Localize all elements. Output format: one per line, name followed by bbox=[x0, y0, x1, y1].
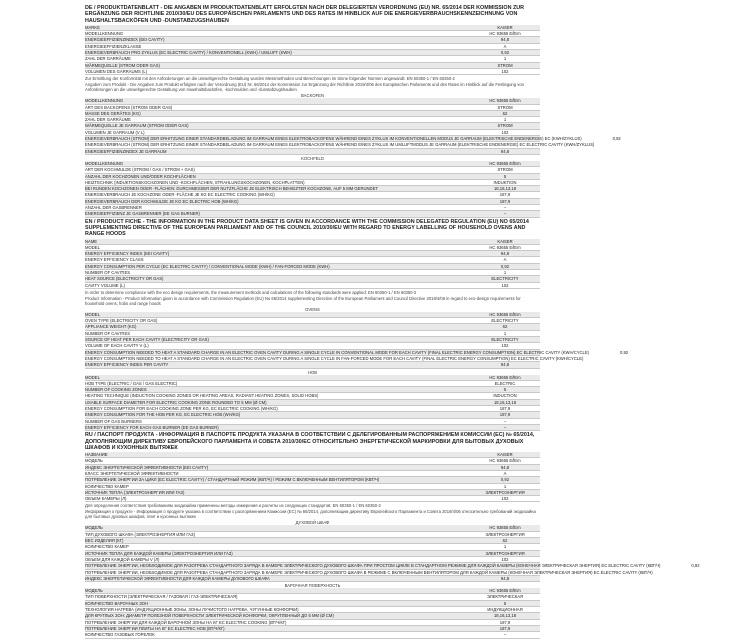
row-value: STROM bbox=[497, 62, 513, 68]
row-label: MODEL bbox=[85, 374, 100, 380]
row-label: NUMBER OF COOKING ZONES bbox=[85, 387, 147, 393]
row-label: ANZAHL DER GASBRENNER bbox=[85, 205, 142, 211]
row-label: ENERGY CONSUMPTION NEEDED TO HEAT A STANDARD CHARGE IN AN ELECTRIC OVEN CAVITY DURING A SINGLE CYCLE IN FAN-FORCED MODE FOR EACH CAVITY (FINAL ELECTRIC ENERGY CONSUMPTION) EC ELECTRIC CAVITY (KWH/CYCLE) bbox=[85, 355, 584, 361]
row-value bbox=[653, 570, 723, 575]
row-label: NAME bbox=[85, 238, 98, 244]
row-value: STROM bbox=[497, 104, 513, 110]
row-label: HEATING TECHNIQUE (INDUCTION COOKING ZONES OR HEATING AREAS, RADIANT HEATING ZONES, SOLID HOBS) bbox=[85, 393, 319, 399]
group-subtitle: ВАРОЧНАЯ ПОВЕРХНОСТЬ bbox=[284, 583, 341, 589]
row-label: ENERGIEEFFIZIENZINDEX (EEI CAVITY) bbox=[85, 37, 165, 43]
row-value: – bbox=[503, 418, 507, 424]
row-label: ANZAHL DER KOCHZONEN UND/ODER KOCHFLÄCHEN bbox=[85, 173, 196, 179]
row-label: ТИП ПОВЕРХНОСТИ (ЭЛЕКТРИЧЕСКАЯ / ГАЗОВАЯ / ГАЗ-ЭЛЕКТРИЧЕСКАЯ) bbox=[85, 594, 238, 600]
table-row bbox=[85, 211, 540, 217]
row-value: 0,92 bbox=[612, 136, 621, 142]
row-value: ELECTRICITY bbox=[491, 318, 519, 324]
table-row bbox=[85, 149, 540, 155]
row-value: 0,92 bbox=[691, 563, 700, 569]
row-label: ENERGY CONSUMPTION PER CYCLE (EC ELECTRIC CAVITY) / CONVENTIONAL MODE (KWH) / FAN-FORCED MODE (KWH) bbox=[85, 263, 330, 269]
row-label: APPLIANCE WEIGHT (KG) bbox=[85, 324, 137, 330]
fiche-section bbox=[85, 219, 540, 306]
row-value: 102 bbox=[501, 129, 509, 135]
row-value: 18,16,13,18 bbox=[493, 613, 517, 619]
section-heading: DE / PRODUKTDATENBLATT - DIE ANGABEN IM PRODUKTDATENBLATT ERFOLGTEN NACH DER DELEGIERTEN VERORDNUNG (EU) NR. 65/2014 DER KOMMISSION ZUR ERGÄNZUNG DER RICHTLINIE 2010/30/EU DES EUROPÄISCHEN PARLAMENTS UND DES RATES IM HINBLICK AUF DIE ENERGIEVERBRAUCHSKENNZEICHNUNG VON HAUSHALTSBACKÖFEN UND -DUNSTABZUGSHAUBEN bbox=[85, 5, 525, 24]
row-label: MODELLKENNUNG bbox=[85, 160, 124, 166]
row-label: ТЕХНОЛОГИЯ НАГРЕВА (ИНДУКЦИОННЫЕ ЗОНЫ, ЗОНЫ ЛУЧИСТОГО НАГРЕВА, ЧУГУННЫЕ КОНФОРКИ) bbox=[85, 607, 299, 613]
row-value: INDUCTION bbox=[493, 393, 517, 399]
row-label: ИСТОЧНИК ТЕПЛА ДЛЯ КАЖДОЙ КАМЕРЫ (ЭЛЕКТРОЭНЕРГИЯ ИЛИ ГАЗ) bbox=[85, 550, 233, 556]
row-label: ENERGIEVERBRAUCH PRO ZYKLUS (EC ELECTRIC CAVITY) / KONVENTIONELL (KWH) / UMLUFT (KWH) bbox=[85, 50, 292, 56]
table-row bbox=[85, 362, 540, 368]
row-value: ЭЛЕКТРОЭНЕРГИЯ bbox=[485, 550, 525, 556]
row-value: HC 93655 E/lEm bbox=[489, 588, 521, 594]
row-value: 94,8 bbox=[500, 464, 510, 470]
row-value: 1 bbox=[503, 117, 507, 123]
group-subtitle: BACKOFEN bbox=[300, 93, 325, 99]
row-label: ИНДЕКС ЭНЕРГЕТИЧЕСКОЙ ЭФФЕКТИВНОСТИ ДЛЯ КАЖДОЙ КАМЕРЫ ДУХОВОГО ШКАФА bbox=[85, 575, 270, 581]
row-label: КОЛИЧЕСТВО КАМЕР bbox=[85, 544, 129, 550]
row-label: МОДЕЛЬ bbox=[85, 458, 103, 464]
row-value: 102 bbox=[501, 68, 509, 74]
row-label: SOURCE OF HEAT PER EACH CAVITY (ELECTRICITY OR GAS) bbox=[85, 337, 209, 343]
row-label: HEIZTECHNIK (INDUKTIONSKOCHZONEN UND -KOCHFLÄCHEN, STRAHLUNGSKOCHZONEN, KOCHPLATTEN) bbox=[85, 179, 305, 185]
row-value: 187,9 bbox=[499, 625, 511, 631]
table-row bbox=[85, 425, 540, 431]
row-label: ДЛЯ КРУГЛЫХ ЗОН: ДИАМЕТР ПОЛЕЗНОЙ ПОВЕРХНОСТИ ЭЛЕКТРИЧЕСКОЙ КОНФОРКИ, ОКРУГЛЕННЫЙ ДО 5 ММ (Ø СМ) bbox=[85, 613, 334, 619]
row-value: ЭЛЕКТРОЭНЕРГИЯ bbox=[485, 531, 525, 537]
row-label: ВЕС ИЗДЕЛИЯ (КГ) bbox=[85, 538, 124, 544]
row-label: ENERGIEVERBRAUCH (STROM) DER ERHITZUNG EINER STANDARDBELADUNG IM GARRAUM EINES ELEKTROBACKOFENS WÄHREND EINES ZYKLUS IM KONVENTIONELLEN MODUS JE GARRAUM (ELEKTRISCHE ENDENERGIE) EC (KWH/ZYKLUS) bbox=[85, 136, 582, 142]
fiche-section bbox=[85, 520, 700, 638]
row-value: 5 bbox=[503, 173, 507, 179]
row-value: HC 93655 E/lEm bbox=[489, 311, 521, 317]
fiche-section bbox=[85, 306, 629, 431]
row-value: 187,9 bbox=[499, 619, 511, 625]
row-value: – bbox=[503, 632, 507, 638]
fiche-section bbox=[85, 432, 540, 519]
row-value: 0,92 bbox=[500, 477, 510, 483]
row-value: HC 93655 E/lEm bbox=[489, 458, 521, 464]
section-note: Для определения соответствия требованиям экодизайна применены методы измерения и расчеты из следующих стандартов: EN 60350-1 / EN 60350-2 bbox=[85, 503, 381, 509]
row-value: INDUKTION bbox=[493, 179, 517, 185]
row-label: МОДЕЛЬ bbox=[85, 525, 103, 531]
group-subtitle: KOCHFELD bbox=[301, 155, 324, 161]
row-value: 5 bbox=[503, 600, 507, 606]
row-label: WÄRMEQUELLE JE GARRAUM (STROM ODER GAS) bbox=[85, 123, 189, 129]
row-value: 187,9 bbox=[499, 198, 511, 204]
row-value: 102 bbox=[501, 343, 509, 349]
row-label: MODELLKENNUNG bbox=[85, 31, 124, 37]
row-value: 0,92 bbox=[500, 50, 510, 56]
row-label: MODELLKENNUNG bbox=[85, 98, 124, 104]
row-value: – bbox=[503, 211, 507, 217]
row-value: HC 93655 E/lEm bbox=[489, 98, 521, 104]
row-label: ENERGIEEFFIZIENZ JE GASBRENNER (EE GAS BURNER) bbox=[85, 211, 200, 217]
row-label: ENERGY CONSUMPTION NEEDED TO HEAT A STANDARD CHARGE IN AN ELECTRIC OVEN CAVITY DURING A SINGLE CYCLE IN CONVENTIONAL MODE FOR EACH CAVITY (FINAL ELECTRIC ENERGY CONSUMPTION) EC ELECTRIC CAVITY (KWH/CYCLE) bbox=[85, 349, 590, 355]
row-label: NUMBER OF CAVITIES bbox=[85, 330, 131, 336]
row-label: ТИП ДУХОВОГО ШКАФА (ЭЛЕКТРОЭНЕРГИЯ ИЛИ ГАЗ) bbox=[85, 531, 195, 537]
row-value: 0,92 bbox=[500, 263, 510, 269]
row-label: NUMBER OF GAS BURNERS bbox=[85, 418, 142, 424]
row-label: ENERGIEVERBRAUCH DER KOCHMULDE JE KG EC ELECTRIC HOB (WH/KG) bbox=[85, 198, 239, 204]
row-value: KAISER bbox=[497, 24, 513, 30]
table-row bbox=[85, 283, 540, 289]
row-label: ENERGIEVERBRAUCH (STROM) DER ERHITZUNG EINER STANDARDBELADUNG IM GARRAUM EINES ELEKTROBACKOFENS WÄHREND EINES ZYKLUS IM UMLUFTMODUS JE GARRAUM (ELEKTRISCHE ENDENERGIE) EC ELECTRIC CAVITY (KWH/ZYKLUS) bbox=[85, 142, 595, 148]
row-label: MASSE DES GERÄTES (KG) bbox=[85, 110, 141, 116]
row-label: MODEL bbox=[85, 244, 100, 250]
row-label: WÄRMEQUELLE (STROM ODER GAS) bbox=[85, 62, 160, 68]
row-value: ELECTRICITY bbox=[491, 337, 519, 343]
row-label: ПОТРЕБЛЕНИЕ ЭНЕРГИИ ПЛИТЫ НА КГ EC ELECTRIC HOB (ВТ/Ч/КГ) bbox=[85, 625, 225, 631]
row-value: ЭЛЕКТРОЭНЕРГИЯ bbox=[485, 489, 525, 495]
row-label: USABLE SURFACE DIAMETER FOR ELECTRIC COOKING ZONE ROUNDED TO 5 MM (Ø CM) bbox=[85, 399, 267, 405]
row-value: ЭЛЕКТРИЧЕСКАЯ bbox=[486, 594, 524, 600]
row-label: ПОТРЕБЛЕНИЕ ЭНЕРГИИ ЗА ЦИКЛ (EC ELECTRIC CAVITY) / СТАНДАРТНЫЙ РЕЖИМ (КВТ/Ч) / РЕЖИМ С ВКЛЮЧЕННЫМ ВЕНТИЛЯТОРОМ (КВТ/Ч) bbox=[85, 477, 380, 483]
section-note: In order to determine compliance with the eco design requirements, the measurement methods and calculations of the following standards were applied: EN 60350-1 / EN 60350-2 bbox=[85, 289, 417, 295]
product-fiche-document bbox=[85, 4, 700, 640]
section-heading: EN / PRODUCT FICHE - THE INFORMATION IN THE PRODUCT DATA SHEET IS GIVEN IN ACCORDANCE WITH THE COMMISSION DELEGATED REGULATION (EU) NO 65/2014 SUPPLEMENTING DIRECTIVE OF THE EUROPEAN PARLIAMENT AND OF THE COUNCIL 2010/30/EU WITH REGARD TO ENERGY LABELLING OF HOUSEHOLD OVENS AND RANGE HOODS bbox=[85, 218, 529, 238]
row-label: BEI RUNDEN KOCHZONEN ODER -FLÄCHEN: DURCHMESSER DER NUTZFLÄCHE JE ELEKTRISCH BEHEIZTER KOCHZONE, AUF 5 MM GERUNDET bbox=[85, 186, 378, 192]
row-label: КОЛИЧЕСТВО ГАЗОВЫХ ГОРЕЛОК bbox=[85, 632, 155, 638]
row-value: 94,8 bbox=[500, 37, 510, 43]
row-label: MARKE bbox=[85, 24, 100, 30]
row-value: 94,8 bbox=[500, 362, 510, 368]
row-label: ИНДЕКС ЭНЕРГЕТИЧЕСКОЙ ЭФФЕКТИВНОСТИ (EEI CAVITY) bbox=[85, 464, 209, 470]
row-label: VOLUMEN DES GARRAUMS (L) bbox=[85, 68, 148, 74]
row-label: ART DES BACKOFENS (STROM ODER GAS) bbox=[85, 104, 173, 110]
row-label: ОБЪЕМ ДЛЯ КАЖДОЙ КАМЕРЫ V (Л) bbox=[85, 556, 160, 562]
row-label: МОДЕЛЬ bbox=[85, 588, 103, 594]
section-heading: RU / ПАСПОРТ ПРОДУКТА - ИНФОРМАЦИЯ В ПАСПОРТЕ ПРОДУКТА УКАЗАНА В СООТВЕТСТВИИ С ДЕЛЕГИРОВАННЫМ РАСПОРЯЖЕНИЕМ КОМИССИИ (ЕС) № 65/2014, ДОПОЛНЯЮЩИМ ДИРЕКТИВУ ЕВРОПЕЙСКОГО ПАРЛАМЕНТА И СОВЕТА 2010/30/ЕС ОТНОСИТЕЛЬНО ЭНЕРГЕТИЧЕСКОЙ МАРКИРОВКИ ДЛЯ БЫТОВЫХ ДУХОВЫХ ШКАФОВ И КУХОННЫХ ВЫТЯЖЕК bbox=[85, 432, 535, 451]
row-value: A bbox=[503, 471, 507, 476]
fiche-section bbox=[85, 5, 540, 92]
row-label: NUMBER OF CAVITIES bbox=[85, 269, 131, 275]
group-subtitle: HOB bbox=[307, 369, 318, 375]
row-label: ART DER KOCHMULDE (STROM / GAS / STROM + GAS) bbox=[85, 167, 195, 173]
row-value bbox=[583, 356, 653, 361]
fiche-section bbox=[85, 93, 621, 217]
row-value: HC 93655 E/lEm bbox=[489, 160, 521, 166]
row-label: ENERGY EFFICIENCY FOR EACH GAS BURNER (EE GAS BURNER) bbox=[85, 424, 219, 430]
row-value: 1 bbox=[503, 269, 507, 275]
table-row bbox=[85, 632, 540, 638]
row-label: ПОТРЕБЛЕНИЕ ЭНЕРГИИ ДЛЯ КАЖДОЙ ВАРОЧНОЙ ЗОНЫ НА КГ EC ELECTRIC COOKING (ВТ/Ч/КГ) bbox=[85, 619, 287, 625]
row-value: 62 bbox=[502, 538, 508, 544]
section-note: Angaben zum Produkt - Die Angaben zum Produkt erfolgten nach der Verordnung (EU) Nr. 66/2014 der Kommission zur Ergänzung der Richtlinie 2019/4/06 des Europäischen Parlaments und des Rates im Hinblick auf die Festlegung von Anforderungen an die umweltgerechte Gestaltung von Haushaltsbacköfen, -kochmulden und -dunstabzugshauben bbox=[85, 82, 525, 93]
row-label: HEAT SOURCE (ELECTRICITY OR GAS) bbox=[85, 276, 164, 282]
row-label: ENERGY CONSUMPTION FOR THE HOB PER KG, EC ELECTRIC HOB (WH/KG) bbox=[85, 412, 241, 418]
row-value: 1 bbox=[503, 483, 507, 489]
row-label: ENERGY EFFICIENCY CLASS bbox=[85, 257, 144, 263]
row-value: 187,9 bbox=[499, 406, 511, 412]
row-label: НАЗВАНИЕ bbox=[85, 452, 108, 458]
row-value: HC 93655 E/lEm bbox=[489, 525, 521, 531]
row-label: OVEN TYPE (ELECTRICITY OR GAS) bbox=[85, 318, 158, 324]
row-label: CAVITY VOLUME (L) bbox=[85, 282, 125, 288]
table-row bbox=[85, 69, 540, 75]
row-label: MODEL bbox=[85, 311, 100, 317]
row-label: ZAHL DER GARRÄUME bbox=[85, 117, 131, 123]
row-value: 18,16,13,18 bbox=[493, 399, 517, 405]
row-value: 187,9 bbox=[499, 192, 511, 198]
row-label: VOLUMEN JE GARRAUM (V L) bbox=[85, 129, 145, 135]
row-label: КОЛИЧЕСТВО ВАРОЧНЫХ ЗОН bbox=[85, 600, 149, 606]
row-value: ELECTRIC bbox=[494, 380, 516, 386]
row-value: 94,8 bbox=[500, 148, 510, 154]
row-label: ИСТОЧНИК ТЕПЛА (ЭЛЕКТРОЭНЕРГИЯ ИЛИ ГАЗ) bbox=[85, 489, 185, 495]
row-label: КЛАСС ЭНЕРГЕТИЧЕСКОЙ ЭФФЕКТИВНОСТИ bbox=[85, 471, 179, 476]
row-value: 0,92 bbox=[619, 349, 629, 355]
row-value: 102 bbox=[501, 556, 509, 562]
section-note: Информация о продукте - Информация о продукте указана в соответствии с распоряжением Комиссии (ЕС) № 66/2014, дополняющим директиву Европейского Парламента и Совета 2019/4/06 относительно требований экодизайна для бытовых духовых шкафов, плит и кухонных вытяжек bbox=[85, 509, 536, 520]
row-label: ПОТРЕБЛЕНИЕ ЭНЕРГИИ, НЕОБХОДИМОЕ ДЛЯ РАЗОГРЕВА СТАНДАРТНОГО ЗАРЯДА В КАМЕРЕ ЭЛЕКТРИЧЕСКОГО ДУХОВОГО ШКАФА ПРИ ПРОСТОМ ЦИКЛЕ В СТАНДАРТНОМ РЕЖИМЕ ДЛЯ КАЖДОЙ КАМЕРЫ (КОНЕЧНАЯ ЭЛЕКТРИЧЕСКАЯ ЭНЕРГИЯ) EC ELECTRIC CAVITY (КВТ/Ч) bbox=[85, 563, 661, 569]
row-label: ENERGY EFFICIENCY INDEX PER CAVITY bbox=[85, 362, 169, 368]
row-label: КОЛИЧЕСТВО КАМЕР bbox=[85, 483, 129, 489]
row-label: VOLUME OF EACH CAVITY V (L) bbox=[85, 343, 149, 349]
row-label: ПОТРЕБЛЕНИЕ ЭНЕРГИИ, НЕОБХОДИМОЕ ДЛЯ РАЗОГРЕВА СТАНДАРТНОГО ЗАРЯДА В КАМЕРЕ ЭЛЕКТРИЧЕСКОГО ДУХОВОГО ШКАФА В РЕЖИМЕ С ВКЛЮЧЕННЫМ ВЕНТИЛЯТОРОМ ДЛЯ КАЖДОЙ КАМЕРЫ (КОНЕЧНАЯ ЭЛЕКТРИЧЕСКАЯ ЭНЕРГИЯ) EC ELECTRIC CAVITY (КВТ/Ч) bbox=[85, 569, 653, 575]
row-value: STROM bbox=[497, 123, 513, 129]
row-label: ZAHL DER GARRÄUME bbox=[85, 56, 131, 62]
row-value bbox=[594, 142, 664, 147]
table-row bbox=[85, 576, 540, 582]
row-value: STROM bbox=[497, 167, 513, 173]
row-value: 94,8 bbox=[500, 251, 510, 257]
row-value: HC 93655 E/lEm bbox=[489, 244, 521, 250]
row-value: 62 bbox=[502, 110, 508, 116]
row-label: ENERGY EFFICIENCY INDEX (EEI CAVITY) bbox=[85, 251, 170, 257]
section-note: Zur Ermittlung der Konformität mit den Anforderungen an die umweltgerechte Gestaltung wurden Messmethoden und Berechnungen im Sinne folgender Normen angewandt: EN 60350-1 / EN 60350-2 bbox=[85, 76, 455, 82]
row-label: HOB TYPE (ELECTRIC / GAS / GAS ELECTRIC) bbox=[85, 380, 178, 386]
row-value: 1 bbox=[503, 56, 507, 62]
row-label: ОБЪЕМ КАМЕРЫ (Л) bbox=[85, 496, 127, 502]
row-value: – bbox=[503, 424, 507, 430]
row-label: ENERGIEEFFIZIENZINDEX JE GARRAUM bbox=[85, 148, 167, 154]
row-value: 18,16,13,18 bbox=[493, 186, 517, 192]
table-row bbox=[85, 496, 540, 502]
row-label: ENERGIEVERBRAUCH JE KOCHZONE ODER -FLÄCHE JE KG EC ELECTRIC COOKING (WH/KG) bbox=[85, 192, 275, 198]
row-value: A bbox=[503, 257, 507, 263]
row-label: ENERGY CONSUMPTION FOR EACH COOKING ZONE PER KG, EC ELECTRIC COOKING (WH/KG) bbox=[85, 406, 278, 412]
row-value: 94,8 bbox=[500, 575, 510, 581]
row-value: 5 bbox=[503, 387, 507, 393]
group-subtitle: OVENS bbox=[305, 306, 320, 312]
row-value: 1 bbox=[503, 330, 507, 336]
row-value: 187,9 bbox=[499, 412, 511, 418]
row-value: KAISER bbox=[497, 452, 513, 458]
row-value: ИНДУКЦИОННАЯ bbox=[487, 607, 523, 613]
row-value: KAISER bbox=[497, 238, 513, 244]
row-value: 102 bbox=[501, 496, 509, 502]
row-value: HC 93655 E/lEm bbox=[489, 31, 521, 37]
row-value: 62 bbox=[502, 324, 508, 330]
row-value: HC 93655 E/lEm bbox=[489, 374, 521, 380]
row-label: ENERGIEEFFIZIENZKLASSE bbox=[85, 43, 142, 49]
row-value: A bbox=[503, 43, 507, 49]
row-value: 102 bbox=[501, 282, 509, 288]
section-note: Product Information - Product information given in accordance with Commission Regulation (EU) No 66/2014 supplementing Directive of the European Parliament and Council Directive 2019/4/06 in regard to eco-design requirements for household ovens, hobs and range hoods bbox=[85, 295, 521, 306]
group-subtitle: ДУХОВОЙ ШКАФ bbox=[295, 520, 330, 526]
row-value: 1 bbox=[503, 544, 507, 550]
row-value: – bbox=[503, 205, 507, 211]
row-value: ELECTRICITY bbox=[491, 276, 519, 282]
